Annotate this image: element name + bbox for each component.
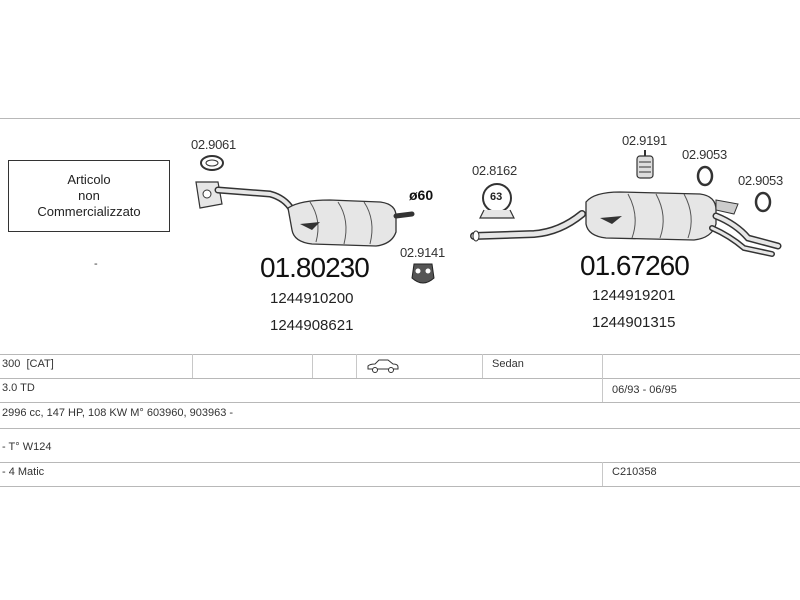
years-cell: 06/93 - 06/95 xyxy=(612,384,677,396)
col-divider xyxy=(602,354,603,378)
oem-number: 1244901315 xyxy=(592,314,676,331)
note-line: Commercializzato xyxy=(37,204,141,219)
engine-cell: 3.0 TD xyxy=(2,382,35,394)
front-flange-icon[interactable] xyxy=(196,182,222,208)
col-divider xyxy=(602,378,603,402)
row-rule-3 xyxy=(0,428,800,429)
part-code-label: 02.9061 xyxy=(191,137,236,152)
clamp-ring-icon[interactable] xyxy=(201,156,223,170)
exhaust-diagram xyxy=(0,120,800,350)
col-divider xyxy=(356,354,357,378)
oem-number: 1244919201 xyxy=(592,287,676,304)
main-part-code[interactable]: 01.80230 xyxy=(260,252,369,283)
part-code-label: 02.9053 xyxy=(682,147,727,162)
part-code-label: 02.9053 xyxy=(738,173,783,188)
part-code-label: 02.9191 xyxy=(622,133,667,148)
variant-cell: - 4 Matic xyxy=(2,466,45,478)
ring-icon[interactable] xyxy=(698,167,712,185)
row-rule-2 xyxy=(0,402,800,403)
oem-number: 1244908621 xyxy=(270,317,354,334)
note-line: Articolo xyxy=(67,172,111,187)
type-cell: - T° W124 xyxy=(2,441,52,453)
table-bottom-rule xyxy=(0,486,800,487)
col-divider xyxy=(602,462,603,486)
oem-number: 1244910200 xyxy=(270,290,354,307)
body-type-cell: Sedan xyxy=(492,358,524,370)
rear-silencer-icon[interactable] xyxy=(473,192,778,254)
top-rule xyxy=(0,118,800,119)
part-code-label: 02.8162 xyxy=(472,163,517,178)
middle-silencer-icon[interactable] xyxy=(218,190,412,246)
part-code-label: 02.9141 xyxy=(400,245,445,260)
catalog-code-cell: C210358 xyxy=(612,466,657,478)
clamp-size-label: 63 xyxy=(490,191,503,203)
model-cell: 300 [CAT] xyxy=(2,358,54,370)
rubber-hanger-icon[interactable] xyxy=(412,264,434,283)
row-rule-1 xyxy=(0,378,800,379)
diameter-label: ø60 xyxy=(409,187,434,203)
note-line: non xyxy=(78,188,100,203)
col-divider xyxy=(482,354,483,378)
car-icon xyxy=(366,358,400,374)
col-divider xyxy=(192,354,193,378)
main-part-code[interactable]: 01.67260 xyxy=(580,250,689,281)
mounting-spring-icon[interactable] xyxy=(637,150,653,178)
spec-cell: 2996 cc, 147 HP, 108 KW M° 603960, 903963 - xyxy=(2,407,234,419)
ring-icon[interactable] xyxy=(756,193,770,211)
row-rule-4 xyxy=(0,462,800,463)
col-divider xyxy=(312,354,313,378)
dash-mark: - xyxy=(94,258,98,270)
table-top-rule xyxy=(0,354,800,355)
